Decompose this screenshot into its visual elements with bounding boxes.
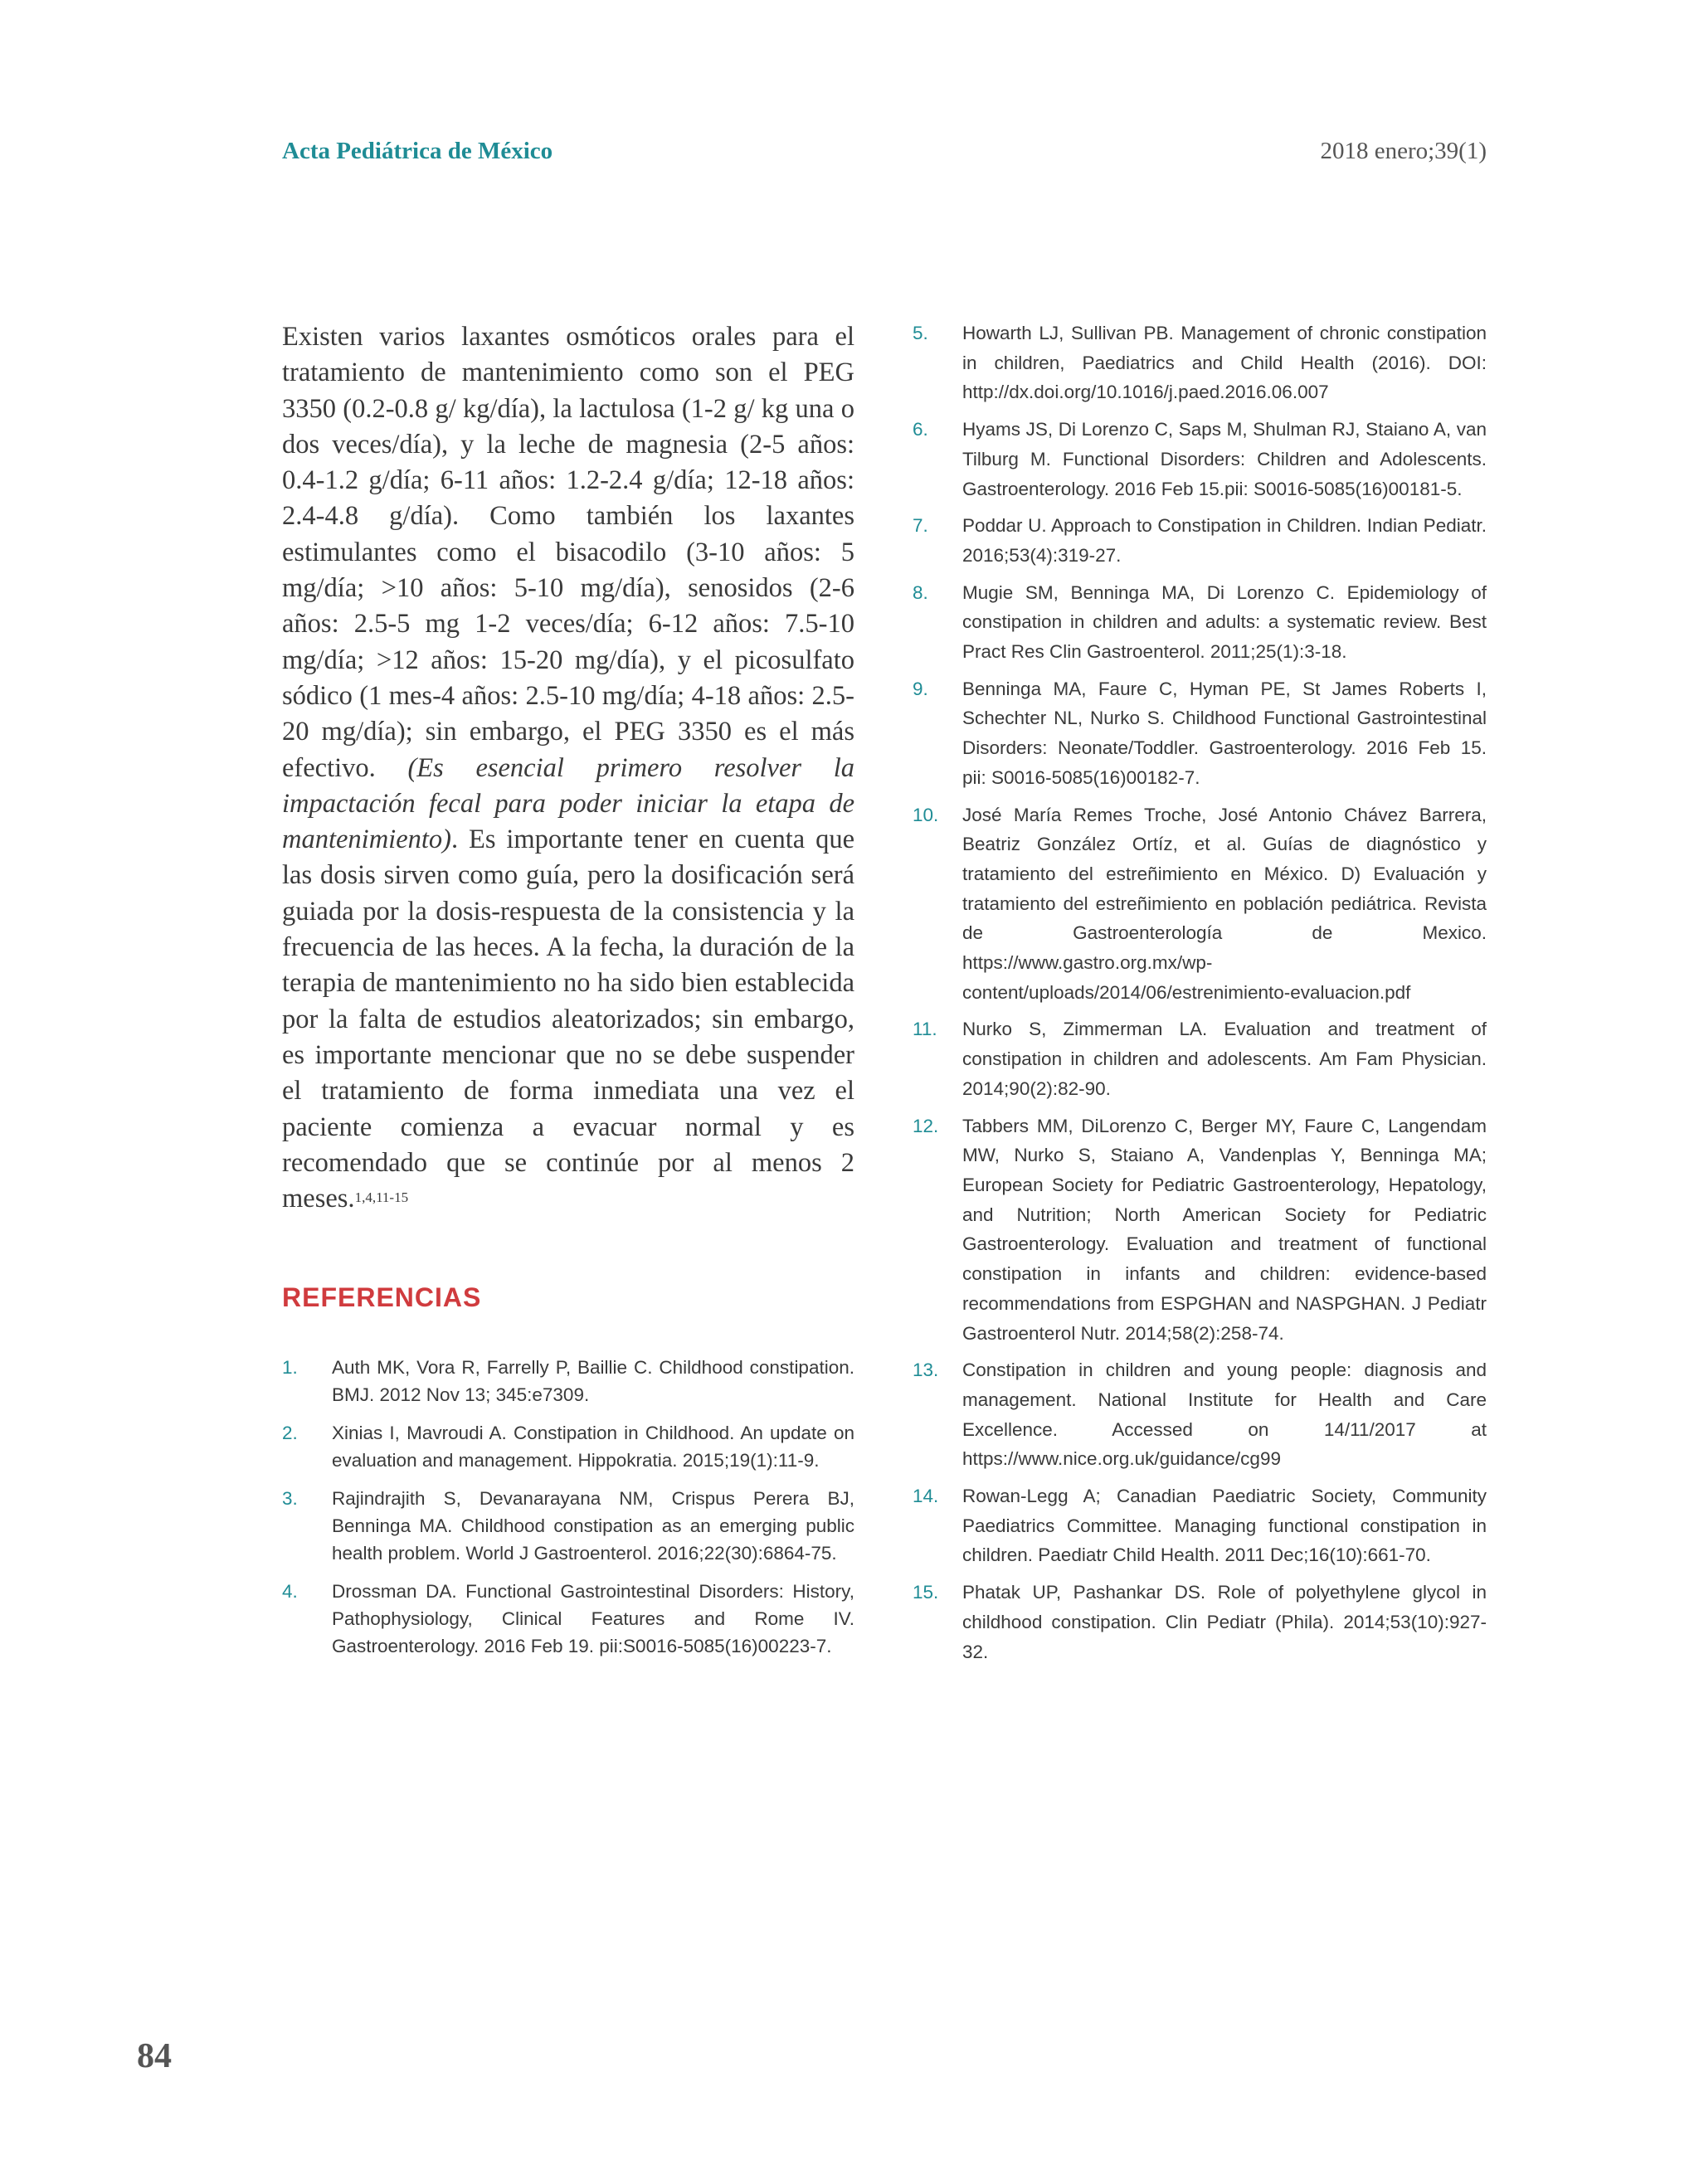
reference-text: Nurko S, Zimmerman LA. Evaluation and treatment of constipation in children and adolescents. Am Fam Physician. 2014;90(2):82-90. bbox=[962, 1019, 1487, 1099]
reference-text: Xinias I, Mavroudi A. Constipation in Childhood. An update on evaluation and management. Hippokratia. 2015;19(1):11-9. bbox=[332, 1423, 854, 1471]
reference-item bbox=[913, 1111, 1487, 1349]
reference-number: 5. bbox=[913, 323, 928, 343]
reference-number: 9. bbox=[913, 678, 928, 699]
reference-item bbox=[913, 1481, 1487, 1570]
reference-text: Drossman DA. Functional Gastrointestinal Disorders: History, Pathophysiology, Clinical Features and Rome IV. Gastroenterology. 2016 Feb 19. pii:S0016-5085(16)00223-7. bbox=[332, 1581, 854, 1656]
reference-number: 12. bbox=[913, 1115, 939, 1136]
reference-text: Phatak UP, Pashankar DS. Role of polyethylene glycol in childhood constipation. Clin Pediatr (Phila). 2014;53(10):927-32. bbox=[962, 1582, 1487, 1662]
issue-info: 2018 enero;39(1) bbox=[1320, 138, 1487, 164]
reference-number: 4. bbox=[282, 1581, 298, 1602]
reference-number: 14. bbox=[913, 1486, 939, 1507]
reference-number: 10. bbox=[913, 804, 939, 825]
body-text-part-1: Existen varios laxantes osmóticos orales para el tratamiento de mantenimiento como son el PEG 3350 (0.2-0.8 g/ kg/día), la lactulosa (1-2 g/ kg una o dos veces/día), y la leche de magnesia (2-5 años: 0.4-1.2 g/día; 6-11 años: 1.2-2.4 g/día; 12-18 años: 2.4-4.8 g/día). Como también los laxantes estimulantes como el bisacodilo (3-10 años: 5 mg/día; >10 años: 5-10 mg/día), senosidos (2-6 años: 2.5-5 mg 1-2 veces/día; 6-12 años: 7.5-10 mg/día; >12 años: 15-20 mg/día), y el picosulfato sódico (1 mes-4 años: 2.5-10 mg/día; 4-18 años: 2.5-20 mg/día); sin embargo, el PEG 3350 es el más efectivo. bbox=[282, 322, 854, 783]
reference-text: Tabbers MM, DiLorenzo C, Berger MY, Faure C, Langendam MW, Nurko S, Staiano A, Vandenplas Y, Benninga MA; European Society for Pediatric Gastroenterology, Hepatology, and Nutrition; North American Society for Pediatric Gastroenterology. Evaluation and treatment of functional constipation in infants and children: evidence-based recommendations from ESPGHAN and NASPGHAN. J Pediatr Gastroenterol Nutr. 2014;58(2):258-74. bbox=[962, 1115, 1487, 1344]
references-heading: REFERENCIAS bbox=[282, 1282, 482, 1312]
reference-item bbox=[913, 511, 1487, 570]
references-list-right bbox=[913, 319, 1487, 1674]
reference-text: Rajindrajith S, Devanarayana NM, Crispus Perera BJ, Benninga MA. Childhood constipation as an emerging public health problem. World J Gastroenterol. 2016;22(30):6864-75. bbox=[332, 1488, 854, 1564]
reference-number: 3. bbox=[282, 1488, 298, 1509]
reference-item bbox=[282, 1485, 854, 1567]
journal-title: Acta Pediátrica de México bbox=[282, 138, 553, 164]
reference-item bbox=[282, 1578, 854, 1660]
reference-item bbox=[913, 1578, 1487, 1666]
reference-number: 6. bbox=[913, 419, 928, 440]
reference-text: Mugie SM, Benninga MA, Di Lorenzo C. Epidemiology of constipation in children and adults: a systematic review. Best Pract Res Clin Gastroenterol. 2011;25(1):3-18. bbox=[962, 581, 1487, 663]
body-text-italic: (Es esencial primero resolver la impactación fecal para poder iniciar la etapa de mantenimiento) bbox=[282, 752, 854, 855]
reference-item bbox=[913, 319, 1487, 407]
reference-text: Poddar U. Approach to Constipation in Children. Indian Pediatr. 2016;53(4):319-27. bbox=[962, 515, 1487, 566]
reference-text: Howarth LJ, Sullivan PB. Management of chronic constipation in children, Paediatrics and Child Health (2016). DOI: http://dx.doi.org/10.1016/j.paed.2016.06.007 bbox=[962, 323, 1487, 403]
reference-text: Rowan-Legg A; Canadian Paediatric Society, Community Paediatrics Committee. Managing functional constipation in children. Paediatr Child Health. 2011 Dec;16(10):661-70. bbox=[962, 1486, 1487, 1566]
reference-number: 7. bbox=[913, 515, 928, 537]
reference-text: Benninga MA, Faure C, Hyman PE, St James Roberts I, Schechter NL, Nurko S. Childhood Functional Gastrointestinal Disorders: Neonate/Toddler. Gastroenterology. 2016 Feb 15. pii: S0016-5085(16)00182-7. bbox=[962, 678, 1487, 788]
reference-number: 2. bbox=[282, 1423, 298, 1443]
reference-text: Auth MK, Vora R, Farrelly P, Baillie C. Childhood constipation. BMJ. 2012 Nov 13; 345:e7309. bbox=[332, 1357, 854, 1405]
reference-item bbox=[282, 1354, 854, 1408]
reference-item bbox=[282, 1419, 854, 1474]
references-list-left bbox=[282, 1354, 854, 1671]
page-number: 84 bbox=[137, 2037, 172, 2075]
citation-superscript: 1,4,11-15 bbox=[354, 1189, 409, 1206]
reference-text: Hyams JS, Di Lorenzo C, Saps M, Shulman RJ, Staiano A, van Tilburg M. Functional Disorders: Children and Adolescents. Gastroenterology. 2016 Feb 15.pii: S0016-5085(16)00181-5. bbox=[962, 419, 1487, 499]
reference-item bbox=[913, 674, 1487, 793]
reference-number: 15. bbox=[913, 1582, 939, 1603]
reference-text: José María Remes Troche, José Antonio Chávez Barrera, Beatriz González Ortíz, et al. Guías de diagnóstico y tratamiento del estreñimiento en México. D) Evaluación y tratamiento del estreñimiento en población pediátrica. Revista de Gastroenterología de Mexico. https://www.gastro.org.mx/wp-content/uploads/2014/06/estrenimiento-evaluacion.pdf bbox=[962, 804, 1487, 1003]
reference-item bbox=[913, 1355, 1487, 1474]
body-paragraph bbox=[282, 319, 854, 1217]
body-text-part-2: . Es importante tener en cuenta que las dosis sirven como guía, pero la dosificación será guiada por la dosis-respuesta de la consistencia y la frecuencia de las heces. A la fecha, la duración de la terapia de mantenimiento no ha sido bien establecida por la falta de estudios aleatorizados; sin embargo, es importante mencionar que no se debe suspender el tratamiento de forma inmediata una vez el paciente comienza a evacuar normal y es recomendado que se continúe por al menos 2 meses. bbox=[282, 824, 854, 1214]
reference-item bbox=[913, 578, 1487, 667]
reference-number: 1. bbox=[282, 1357, 298, 1378]
reference-number: 13. bbox=[913, 1360, 939, 1381]
reference-item bbox=[913, 800, 1487, 1008]
reference-item bbox=[913, 1014, 1487, 1103]
reference-item bbox=[913, 415, 1487, 503]
reference-number: 11. bbox=[913, 1019, 937, 1040]
reference-text: Constipation in children and young people: diagnosis and management. National Institute for Health and Care Excellence. Accessed on 14/11/2017 at https://www.nice.org.uk/guidance/cg99 bbox=[962, 1360, 1487, 1470]
reference-number: 8. bbox=[913, 581, 928, 603]
